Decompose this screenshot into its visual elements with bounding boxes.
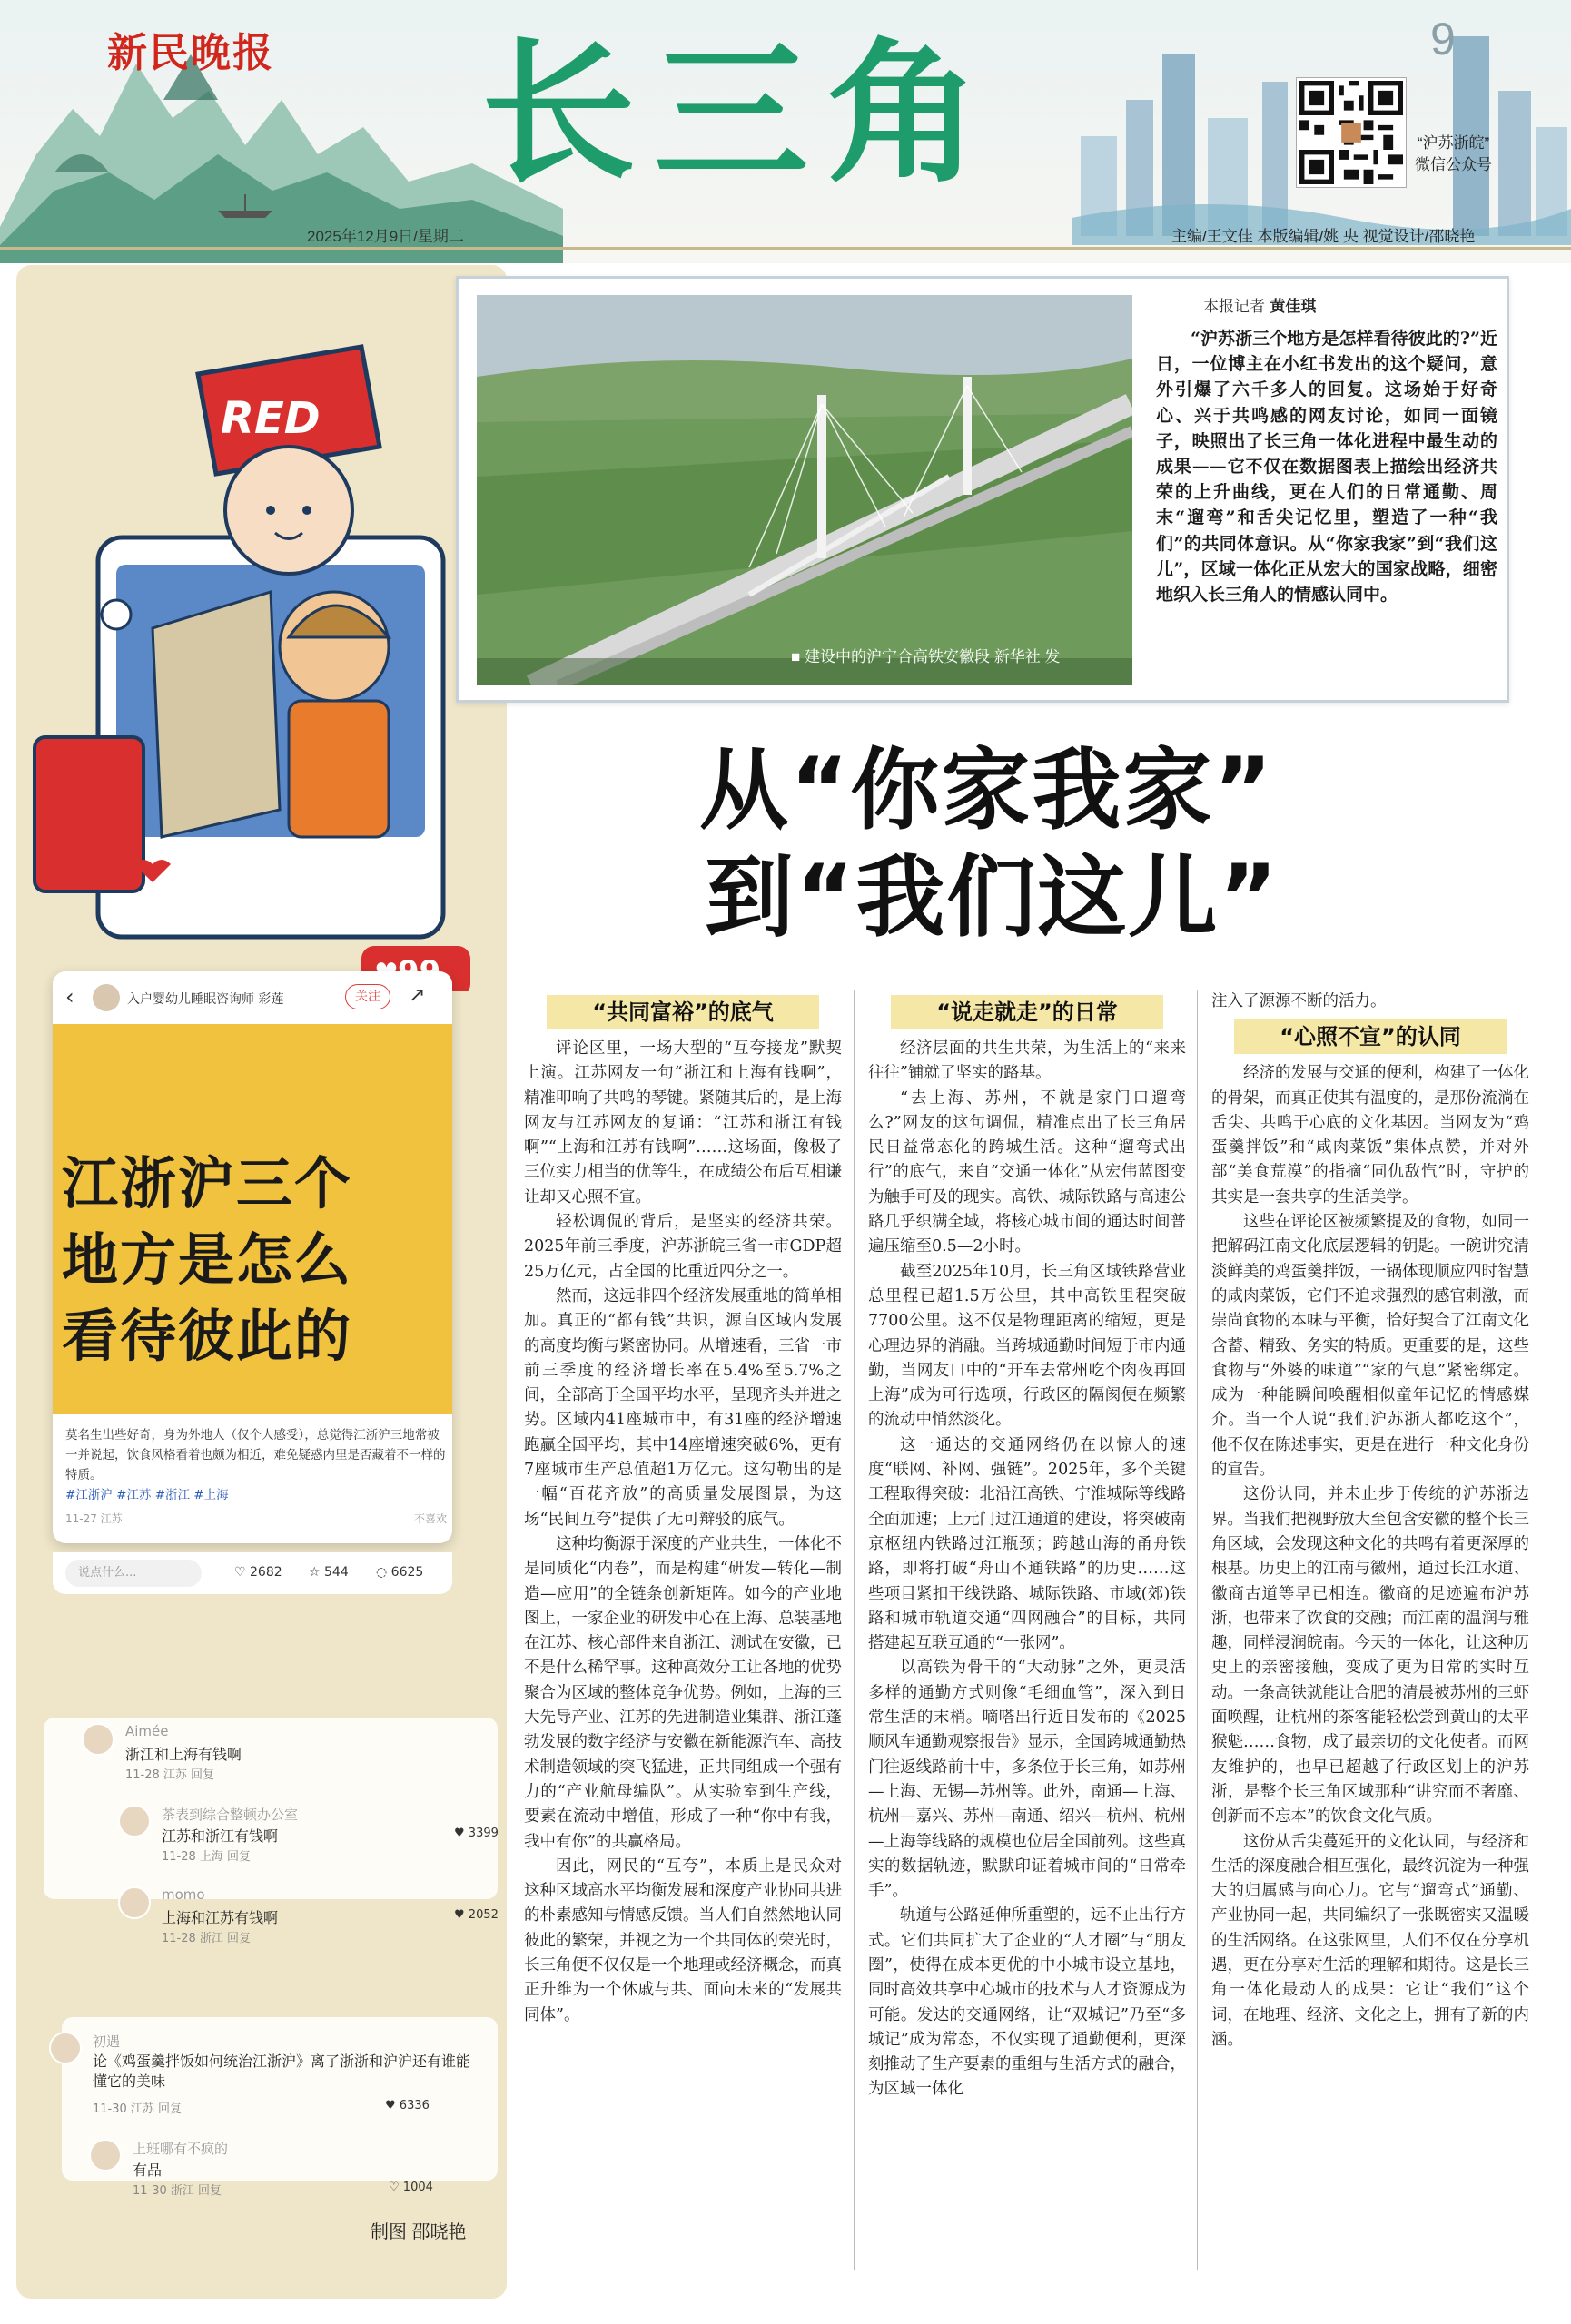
comment-input[interactable]: 说点什么...	[65, 1560, 202, 1587]
post-tags[interactable]: #江浙沪 #江苏 #浙江 #上海	[65, 1488, 229, 1502]
article-column-3: 注入了源源不断的活力。 “心照不宣”的认同 经济的发展与交通的便利，构建了一体化的骨架，而真正使其有温度的，是那份流淌在舌尖、共鸣于心底的文化基因。当网友为“鸡蛋羹拌饭”和“咸肉菜饭”集体点赞，并对外部“美食荒漠”的指摘“同仇敌忾”时，守护的其实是一套共享的生活美学。 这些在评论区被频繁提及的食物，如同一把解码江南文化底层逻辑的钥匙。一碗讲究清淡鲜美的鸡蛋羹拌饭，一锅体现顺应四时智慧的咸肉菜饭，它们不追求强烈的感官刺激，而崇尚食物的本味与平衡，恰好契合了江南文化含蓄、精致、务实的特质。更重要的是，这些食物与“外婆的味道”“家的气息”紧密绑定。成为一种能瞬间唤醒相似童年记忆的情感媒介。当一个人说“我们沪苏浙人都吃这个”，他不仅在陈述事实，更是在进行一种文化身份的宣告。 这份认同，并未止步于传统的沪苏浙边界。当我们把视野放大至包含安徽的整个长三角区域，会发现这种文化的共鸣有着更深厚的根基。历史上的江南与徽州，通过长江水道、徽商古道等早已相连。徽商的足迹遍布沪苏浙，也带来了饮食的交融；而江南的温润与雅趣，同样浸润皖南。今天的一体化，让这种历史上的亲密接触，变成了更为日常的实时互动。一条高铁就能让合肥的清晨被苏州的三虾面唤醒，让杭州的茶客能轻松尝到黄山的太平猴魁……食物，成了最亲切的文化使者。而网友维护的，也早已超越了行政区划上的沪苏浙，是整个长三角区域那种“讲究而不奢靡、创新而不忘本”的饮食文化气质。 这份从舌尖蔓延开的文化认同，与经济和生活的深度融合相互强化，最终沉淀为一种强大的归属感与向心力。它与“遛弯式”通勤、产业协同一起，共同编织了一张既密实又温暖的生活网络。在这张网里，人们不仅在分享机遇，更在分享对生活的理解和期待。这是长三角一体化最动人的成果：它让“我们”这个词，在地理、经济、文化之上，拥有了新的内涵。	[1211, 992, 1529, 2049]
comment-text: 浙江和上海有钱啊	[125, 1746, 242, 1763]
comment-author[interactable]: 初遇	[93, 2034, 121, 2050]
not-interested-button[interactable]: 不喜欢	[413, 1512, 447, 1525]
avatar[interactable]	[118, 1805, 151, 1837]
column-divider	[1197, 990, 1198, 2270]
comment-author[interactable]: Aimée	[125, 1723, 169, 1739]
star-button[interactable]: ☆ 544	[309, 1565, 349, 1580]
masthead	[0, 0, 1571, 263]
paper-name: 新民晚报	[107, 30, 274, 76]
railway-bridge-photo	[477, 295, 1132, 685]
comment-text: 论《鸡蛋羹拌饭如何统治江浙沪》离了浙浙和沪沪还有谁能懂它的美味	[93, 2053, 471, 2090]
qr-caption: “沪苏浙皖” 微信公众号	[1415, 134, 1492, 173]
section-title: 长三角	[481, 23, 1000, 204]
avatar[interactable]	[49, 2032, 82, 2064]
illustration-credit: 制图 邵晓艳	[371, 2222, 467, 2242]
byline: 本报记者 黄佳琪	[1203, 298, 1317, 316]
left-illustration-panel	[16, 265, 507, 2299]
like-button[interactable]: ♡ 2682	[234, 1565, 282, 1580]
follow-button[interactable]: 关注	[345, 984, 390, 1009]
header-divider	[0, 247, 1571, 250]
qr-code-icon[interactable]	[1297, 78, 1406, 187]
comment-text: 有品	[133, 2162, 163, 2179]
post-author[interactable]: 入户婴幼儿睡眠咨询师 彩莲	[127, 992, 284, 1007]
article-intro: “沪苏浙三个地方是怎样看待彼此的?”近日，一位博主在小红书发出的这个疑问，意外引爆了六千多人的回复。这场始于好奇心、兴于共鸣感的网友讨论，如同一面镜子，映照出了长三角一体化进程中最生动的成果——它不仅在数据图表上描绘出经济共荣的上升曲线，更在人们的日常通勤、周末“遛弯”和舌尖记忆里，塑造了一种“我们”的共同体意识。从“你家我家”到“我们这儿”，区域一体化正从宏大的国家战略，细密地织入长三角人的情感认同中。	[1156, 329, 1497, 606]
column-divider	[854, 990, 855, 2270]
article-headline: 从“你家我家” 到“我们这儿”	[699, 739, 1280, 950]
lead-photo-frame	[456, 276, 1509, 703]
comment-meta: 11-30 浙江 回复	[133, 2184, 222, 2198]
comment-like-count[interactable]: ♥ 6336	[385, 2099, 430, 2112]
subhead-common-prosperity: “共同富裕”的底气	[547, 995, 819, 1029]
article-column-2: “说走就走”的日常 经济层面的共生共荣，为生活上的“来来往往”铺就了坚实的路基。 “去上海、苏州，不就是家门口遛弯么?”网友的这句调侃，精准点出了长三角居民日益常态化的跨城生活。这种“遛弯式出行”的底气，来自“交通一体化”从宏伟蓝图变为触手可及的现实。高铁、城际铁路与高速公路几乎织满全域，将核心城市间的通达时间普遍压缩至0.5—2小时。 截至2025年10月，长三角区域铁路营业总里程已超1.5万公里，其中高铁里程突破7700公里。这不仅是物理距离的缩短，更是心理边界的消融。当跨城通勤时间短于市内通勤，当网友口中的“开车去常州吃个肉夜再回上海”成为可行选项，行政区的隔阂便在频繁的流动中悄然淡化。 这一通达的交通网络仍在以惊人的速度“联网、补网、强链”。2025年，多个关键工程取得突破：北沿江高铁、宁淮城际等线路全面加速；上元门过江通道的建设，将突破南京枢纽内铁路过江瓶颈；跨越山海的甬舟铁路，即将打破“舟山不通铁路”的历史……这些项目紧扣干线铁路、城际铁路、市域(郊)铁路和城市轨道交通“四网融合”的目标，共同搭建起互联互通的“一张网”。 以高铁为骨干的“大动脉”之外，更灵活多样的通勤方式则像“毛细血管”，深入到日常生活的末梢。嘀嗒出行近日发布的《2025顺风车通勤观察报告》显示，全国跨城通勤热门往返线路前十中，多条位于长三角，如苏州—上海、无锡—苏州等。此外，南通—上海、杭州—嘉兴、苏州—南通、绍兴—杭州、杭州—上海等线路的规模也位居全国前列。这些真实的数据轨迹，默默印证着城市间的“日常牵手”。 轨道与公路延伸所重塑的，远不止出行方式。它们共同扩大了企业的“人才圈”与“朋友圈”，使得在成本更优的中小城市设立基地，同时高效共享中心城市的技术与人才资源成为可能。发达的交通网络，让“双城记”乃至“多城记”成为常态，不仅实现了通勤便利，更深刻推动了生产要素的重组与生活方式的融合，为区域一体化	[868, 990, 1186, 2102]
article-column-1: “共同富裕”的底气 评论区里，一场大型的“互夸接龙”默契上演。江苏网友一句“浙江和上海有钱啊”，精准叩响了共鸣的琴键。紧随其后的，是上海网友与江苏网友的复诵：“江苏和浙江有钱啊”“上海和江苏有钱啊”……这场面，像极了三位实力相当的优等生，在成绩公布后互相谦让却又心照不宣。 轻松调侃的背后，是坚实的经济共荣。2025年前三季度，沪苏浙皖三省一市GDP超25万亿元，占全国的比重近四分之一。 然而，这远非四个经济发展重地的简单相加。真正的“都有钱”共识，源自区域内发展的高度均衡与紧密协同。从增速看，三省一市前三季度的经济增长率在5.4%至5.7%之间，全部高于全国平均水平，呈现齐头并进之势。区域内41座城市中，有31座的经济增速跑赢全国平均，其中14座增速突破6%，更有7座城市生产总值超1万亿元。这勾勒出的是一幅“百花齐放”的高质量发展图景，为这场“民间互夸”提供了无可辩驳的底气。 这种均衡源于深度的产业共生，一体化不是同质化“内卷”，而是构建“研发—转化—制造—应用”的全链条创新矩阵。如今的产业地图上，一家企业的研发中心在上海、总装基地在江苏、核心部件来自浙江、测试在安徽，已不是什么稀罕事。这种高效分工让各地的优势聚合为区域的整体竞争优势。例如，上海的三大先导产业、江苏的先进制造业集群、浙江蓬勃发展的数字经济与安徽在新能源汽车、高技术制造领域的突飞猛进，正共同组成一个强有力的“产业航母编队”。从实验室到生产线，要素在流动中增值，形成了一种“你中有我，我中有你”的共赢格局。 因此，网民的“互夸”，本质上是民众对这种区域高水平均衡发展和深度产业协同共进的朴素感知与情感反馈。当人们自然然地认同彼此的繁荣，并视之为一个共同体的荣光时，长三角便不仅仅是一个地理或经济概念，而真正升维为一个休戚与共、面向未来的“发展共同体”。	[524, 990, 842, 2028]
comment-meta: 11-28 上海 回复	[162, 1850, 252, 1864]
comment-button[interactable]: ◌ 6625	[376, 1565, 424, 1580]
comment-meta: 11-30 江苏 回复	[93, 2102, 183, 2116]
post-header	[53, 971, 452, 1024]
photo-caption: ■ 建设中的沪宁合高铁安徽段 新华社 发	[791, 648, 1061, 665]
post-body: 莫名生出些好奇，身为外地人（仅个人感受），总觉得江浙沪三地常被一并说起，饮食风格看着也颇为相近，难免疑惑内里是否藏着不一样的特质。 #江浙沪 #江苏 #浙江 #上海	[65, 1428, 446, 1502]
comment-like-count[interactable]: ♥ 2052	[454, 1908, 499, 1922]
comment-author[interactable]: 上班哪有不疯的	[133, 2141, 229, 2157]
comment-author[interactable]: momo	[162, 1886, 205, 1903]
avatar[interactable]	[118, 1886, 151, 1919]
red-badge-text: RED	[221, 393, 321, 444]
editor-credits: 主编/王文佳 本版编辑/姚 央 视觉设计/邵晓艳	[1171, 228, 1476, 245]
post-action-bar	[53, 1552, 452, 1594]
subhead-spontaneous-travel: “说走就走”的日常	[891, 995, 1163, 1029]
comment-meta: 11-28 浙江 回复	[162, 1932, 252, 1945]
share-icon[interactable]: ↗	[409, 984, 426, 1007]
comment-meta: 11-28 江苏 回复	[125, 1768, 215, 1782]
ink-landscape-illustration	[0, 0, 563, 263]
avatar[interactable]	[82, 1723, 114, 1756]
post-meta: 11-27 江苏 不喜欢	[65, 1512, 447, 1525]
subhead-tacit-identity: “心照不宣”的认同	[1234, 1019, 1507, 1054]
comment-author[interactable]: 茶表到综合整顿办公室	[162, 1807, 299, 1823]
avatar[interactable]	[93, 984, 120, 1011]
page-number: 9	[1430, 14, 1456, 64]
avatar[interactable]	[89, 2139, 122, 2171]
comment-text: 江苏和浙江有钱啊	[162, 1827, 279, 1845]
comment-text: 上海和江苏有钱啊	[162, 1909, 279, 1926]
issue-date: 2025年12月9日/星期二	[307, 228, 464, 245]
left-rail-title: 江浙沪三个 地方是怎么 看待彼此的	[62, 1150, 353, 1369]
back-arrow-icon[interactable]: ‹	[65, 984, 74, 1009]
travel-illustration	[16, 265, 507, 991]
comment-like-count[interactable]: ♥ 3399	[454, 1827, 499, 1840]
comment-like-count[interactable]: ♡ 1004	[389, 2181, 433, 2194]
